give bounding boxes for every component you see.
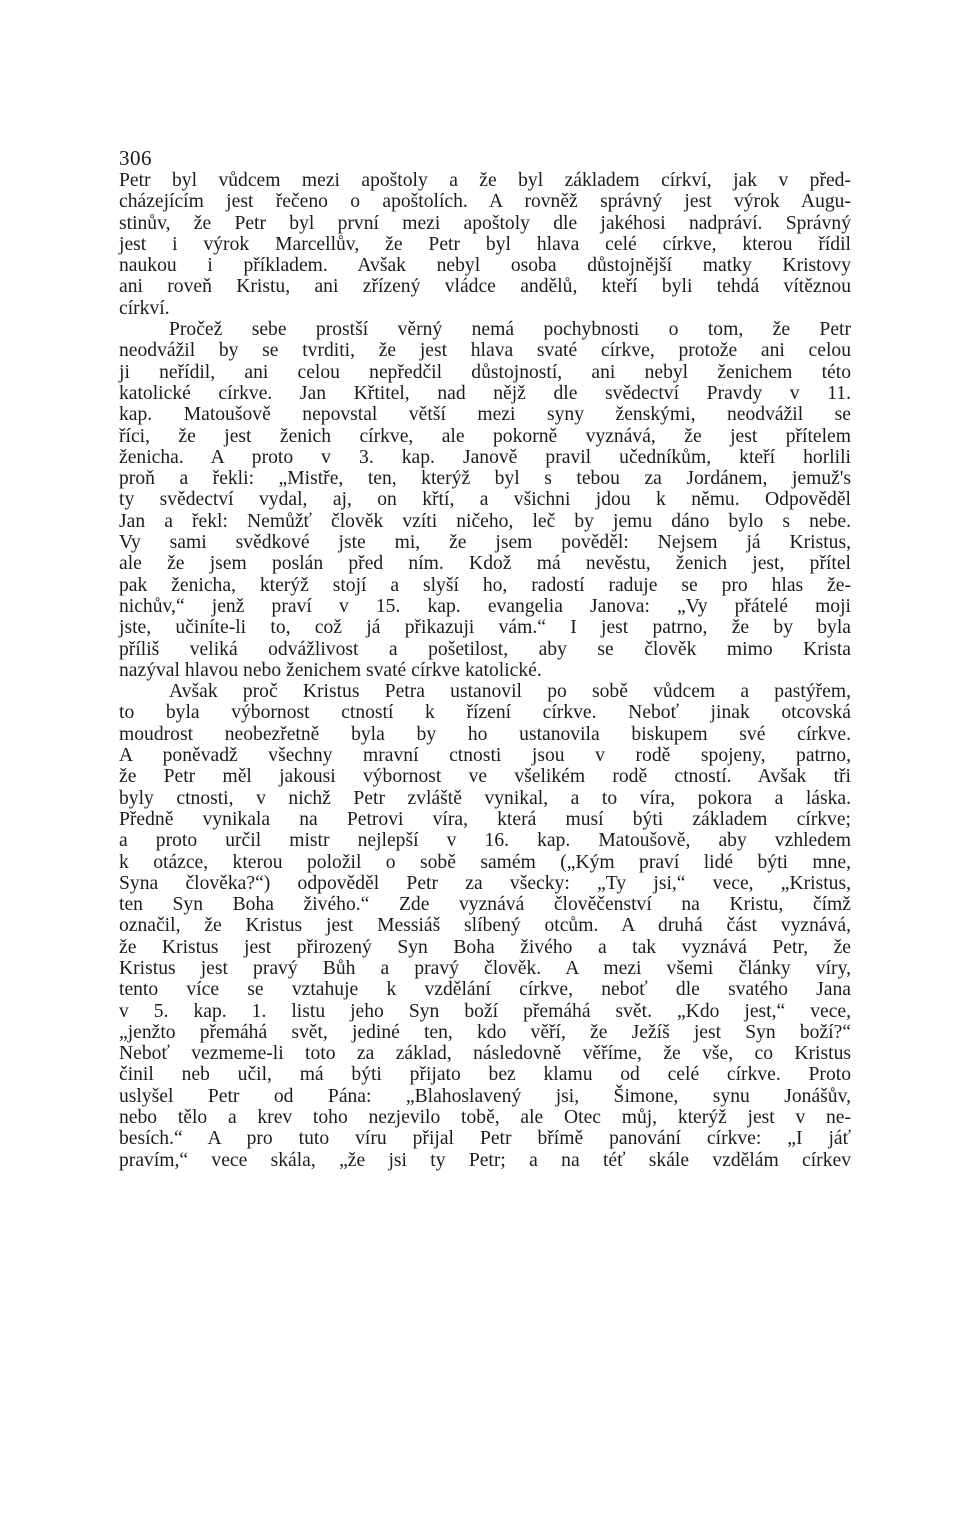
- text-line: ji neřídil, ani celou nepředčil důstojností, ani nebyl ženichem této: [119, 361, 851, 383]
- text-line: proň a řekli: „Mistře, ten, kterýž byl s tebou za Jordánem, jemuž's: [119, 468, 851, 490]
- text-line: ženicha. A proto v 3. kap. Janově pravil učedníkům, kteří horlili: [119, 446, 851, 468]
- text-line: Avšak proč Kristus Petra ustanovil po sobě vůdcem a pastýřem,: [169, 681, 851, 703]
- text-line: Pročež sebe prostší věrný nemá pochybnosti o tom, že Petr: [169, 319, 851, 341]
- text-line: ale že jsem poslán před ním. Kdož má nevěstu, ženich jest, přítel: [119, 553, 851, 575]
- text-line: stinův, že Petr byl první mezi apoštoly dle jakéhosi nadpráví. Správný: [119, 212, 851, 234]
- text-line: tento více se vztahuje k vzdělání církve, neboť dle svatého Jana: [119, 979, 851, 1001]
- page-number: 306: [119, 146, 152, 170]
- text-line: církví.: [119, 297, 170, 319]
- text-line: „jenžto přemáhá svět, jediné ten, kdo věří, že Ježíš jest Syn boží?“: [119, 1021, 851, 1043]
- text-line: nazýval hlavou nebo ženichem svaté církve katolické.: [119, 659, 542, 681]
- text-line: besích.“ A pro tuto víru přijal Petr břímě panování církve: „I jáť: [119, 1128, 851, 1150]
- text-line: katolické církve. Jan Křtitel, nad nějž dle svědectví Pravdy v 11.: [119, 382, 851, 404]
- text-line: naukou i příkladem. Avšak nebyl osoba důstojnější matky Kristovy: [119, 255, 851, 277]
- text-line: Vy sami svědkové jste mi, že jsem pověděl: Nejsem já Kristus,: [119, 532, 851, 554]
- text-line: kap. Matoušově nepovstal větší mezi syny ženskými, neodvážil se: [119, 404, 851, 426]
- text-line: jest i výrok Marcellův, že Petr byl hlava celé církve, kterou řídil: [119, 233, 851, 255]
- text-line: pak ženicha, kterýž stojí a slyší ho, radostí raduje se pro hlas že-: [119, 574, 851, 596]
- text-line: činil neb učil, má býti přijato bez klamu od celé církve. Proto: [119, 1064, 851, 1086]
- text-line: označil, že Kristus jest Messiáš slíbený otcům. A druhá část vyznává,: [119, 915, 851, 937]
- text-line: nichův,“ jenž praví v 15. kap. evangelia Janova: „Vy přátelé moji: [119, 595, 851, 617]
- text-line: to byla výbornost ctností k řízení církve. Neboť jinak otcovská: [119, 702, 851, 724]
- paragraph: [119, 170, 851, 319]
- text-line: Předně vynikala na Petrovi víra, která musí býti základem církve;: [119, 808, 851, 830]
- text-line: moudrost neobezřetně byla by ho ustanovila biskupem své církve.: [119, 723, 851, 745]
- text-line: neodvážil by se tvrditi, že jest hlava svaté církve, protože ani celou: [119, 340, 851, 362]
- text-line: Jan a řekl: Nemůžť člověk vzíti ničeho, leč by jemu dáno bylo s nebe.: [119, 510, 851, 532]
- text-line: v 5. kap. 1. listu jeho Syn boží přemáhá svět. „Kdo jest,“ vece,: [119, 1000, 851, 1022]
- text-line: Neboť vezmeme-li toto za základ, následovně věříme, že vše, co Kristus: [119, 1043, 851, 1065]
- body-text: [119, 170, 851, 1171]
- text-line: A poněvadž všechny mravní ctnosti jsou v rodě spojeny, patrno,: [119, 745, 851, 767]
- text-line: ten Syn Boha živého.“ Zde vyznává člověčenství na Kristu, čímž: [119, 894, 851, 916]
- paragraph: [119, 681, 851, 1171]
- text-line: Petr byl vůdcem mezi apoštoly a že byl základem církví, jak v před-: [119, 170, 851, 191]
- text-line: a proto určil mistr nejlepší v 16. kap. Matoušově, aby vzhledem: [119, 830, 851, 852]
- text-line: Syna člověka?“) odpověděl Petr za všecky: „Ty jsi,“ vece, „Kristus,: [119, 872, 851, 894]
- text-line: uslyšel Petr od Pána: „Blahoslavený jsi, Šimone, synu Jonášův,: [119, 1085, 851, 1107]
- text-line: k otázce, kterou položil o sobě samém („Kým praví lidé býti mne,: [119, 851, 851, 873]
- text-line: cházejícím jest řečeno o apoštolích. A rovněž správný jest výrok Augu-: [119, 191, 851, 213]
- text-line: říci, že jest ženich církve, ale pokorně vyznává, že jest přítelem: [119, 425, 851, 447]
- text-line: příliš veliká odvážlivost a pošetilost, aby se člověk mimo Krista: [119, 638, 851, 660]
- paragraph: [119, 319, 851, 681]
- text-line: že Petr měl jakousi výbornost ve všelikém rodě ctností. Avšak tři: [119, 766, 851, 788]
- text-line: nebo tělo a krev toho nezjevilo tobě, ale Otec můj, kterýž jest v ne-: [119, 1107, 851, 1129]
- text-line: že Kristus jest přirozený Syn Boha živého a tak vyznává Petr, že: [119, 936, 851, 958]
- text-line: pravím,“ vece skála, „že jsi ty Petr; a na téť skále vzdělám církev: [119, 1149, 851, 1171]
- text-line: jste, učiníte-li to, což já přikazuji vám.“ I jest patrno, že by byla: [119, 617, 851, 639]
- text-line: Kristus jest pravý Bůh a pravý člověk. A mezi všemi články víry,: [119, 957, 851, 979]
- text-line: byly ctnosti, v nichž Petr zvláště vynikal, a to víra, pokora a láska.: [119, 787, 851, 809]
- text-line: ani roveň Kristu, ani zřízený vládce andělů, kteří byli tehdá vítěznou: [119, 276, 851, 298]
- text-line: ty svědectví vydal, aj, on křtí, a všichni jdou k němu. Odpověděl: [119, 489, 851, 511]
